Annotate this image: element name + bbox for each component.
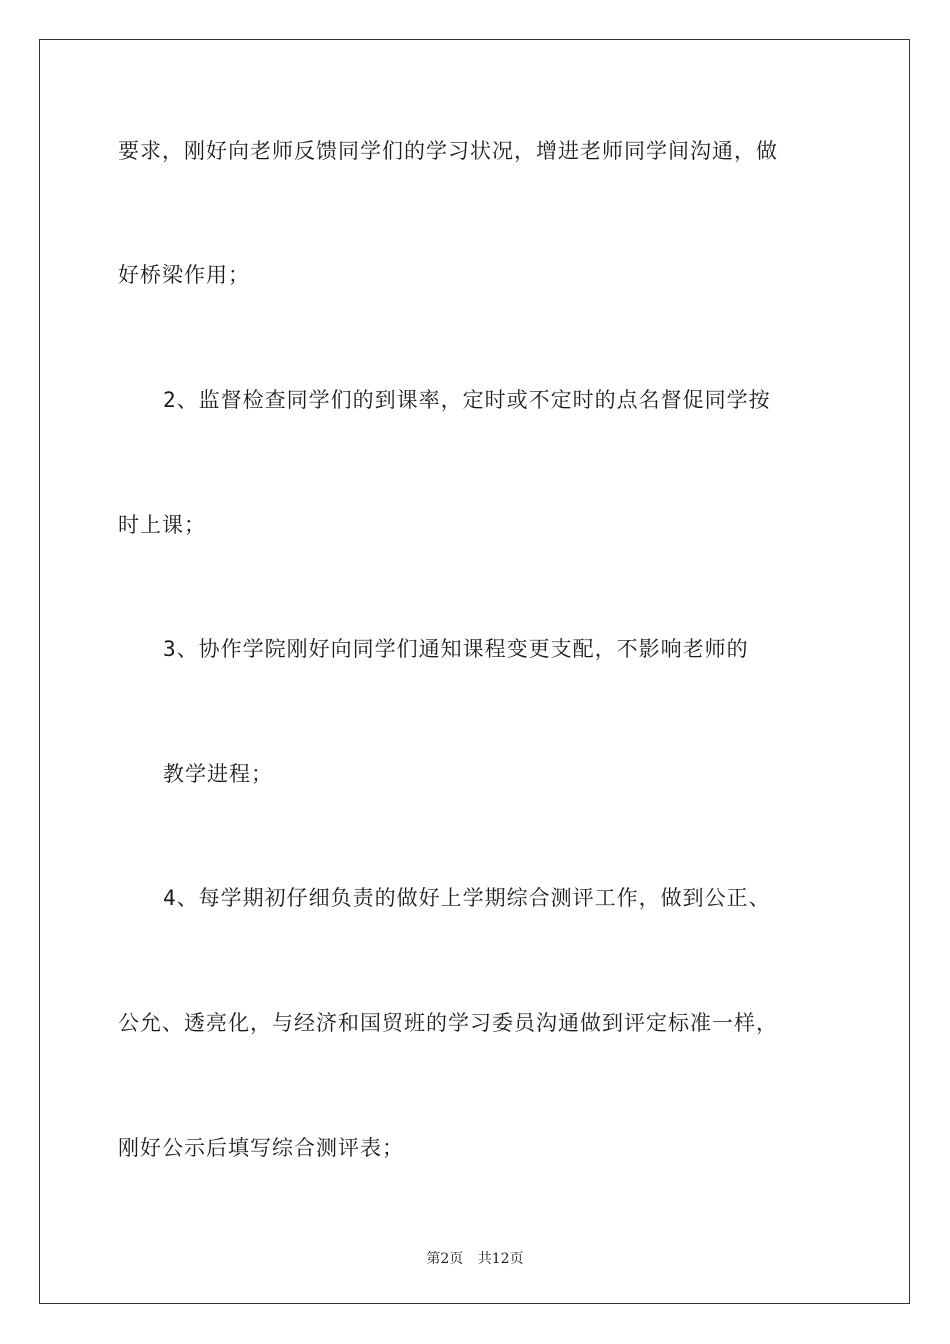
page-number: 第2页 bbox=[426, 1251, 464, 1267]
text-line-7: 4、每学期初仔细负责的做好上学期综合测评工作，做到公正、 bbox=[163, 886, 771, 910]
text-line-4: 时上课； bbox=[118, 513, 206, 537]
text-line-2: 好桥梁作用； bbox=[118, 263, 250, 287]
text-line-3: 2、监督检查同学们的到课率，定时或不定时的点名督促同学按 bbox=[163, 388, 771, 412]
text-line-1: 要求，刚好向老师反馈同学们的学习状况，增进老师同学间沟通，做 bbox=[118, 139, 778, 163]
page-frame bbox=[39, 39, 910, 1304]
text-line-6: 教学进程； bbox=[163, 762, 273, 786]
text-line-8: 公允、透亮化，与经济和国贸班的学习委员沟通做到评定标准一样， bbox=[118, 1011, 778, 1035]
text-line-5: 3、协作学院刚好向同学们通知课程变更支配，不影响老师的 bbox=[163, 637, 749, 661]
text-line-9: 刚好公示后填写综合测评表； bbox=[118, 1136, 404, 1160]
total-pages: 共12页 bbox=[477, 1251, 524, 1267]
page-footer bbox=[0, 1248, 950, 1268]
